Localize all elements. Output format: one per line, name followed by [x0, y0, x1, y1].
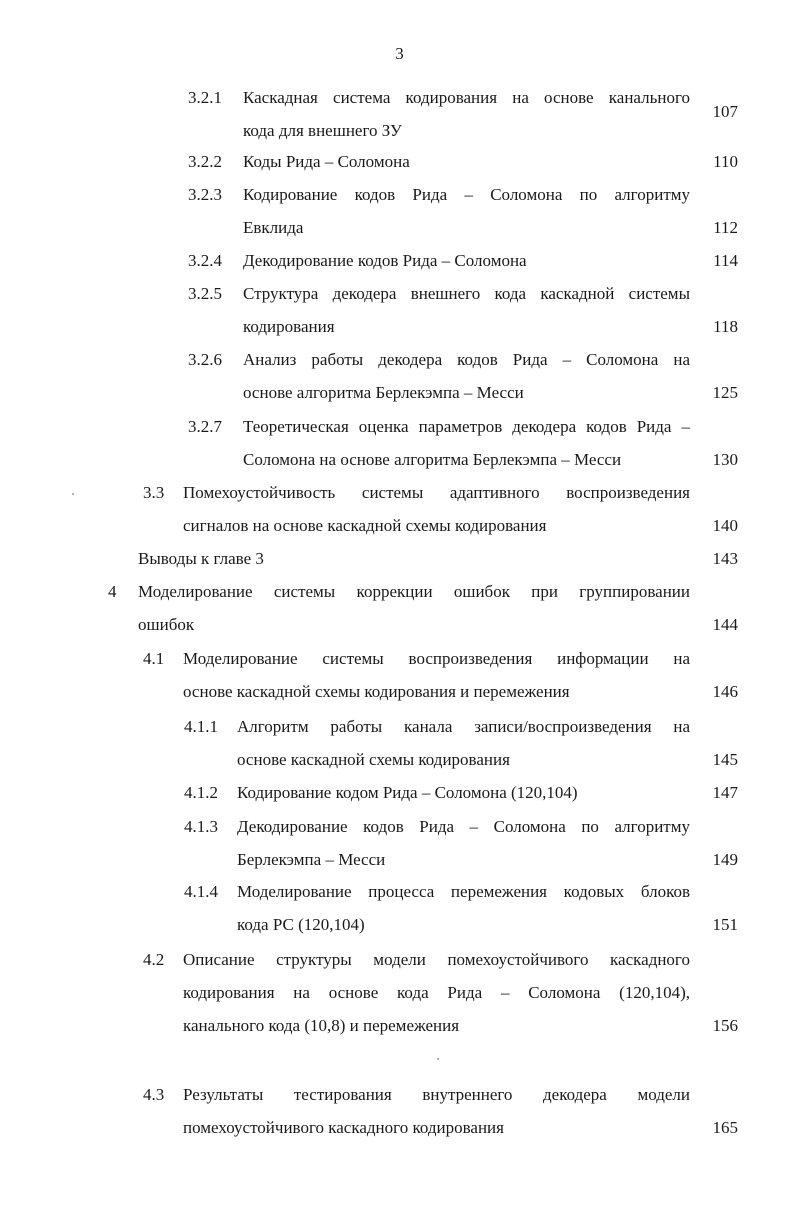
toc-entry-title-line: Алгоритм работы канала записи/воспроизведения на [237, 717, 690, 736]
toc-entry-title-line: Выводы к главе 3 [138, 549, 264, 568]
toc-entry-page: 114 [713, 251, 738, 270]
toc-entry-page: 144 [712, 615, 738, 634]
toc-entry-title-line: кода РС (120,104) [237, 915, 365, 934]
toc-entry-number: 3.2.2 [188, 152, 222, 171]
toc-entry-page: 125 [712, 383, 738, 402]
toc-entry-title-line: Описание структуры модели помехоустойчивого каскадного [183, 950, 690, 969]
toc-entry-page: 143 [712, 549, 738, 568]
toc-entry-page: 112 [713, 218, 738, 237]
toc-entry-title-line: Теоретическая оценка параметров декодера кодов Рида – [243, 417, 690, 436]
toc-entry-number: 3.2.5 [188, 284, 222, 303]
toc-entry-title-line: канального кода (10,8) и перемежения [183, 1016, 460, 1035]
toc-entry-title-line: Коды Рида – Соломона [243, 152, 410, 171]
toc-entry-title-line: Берлекэмпа – Месси [237, 850, 386, 869]
toc-entry-page: 110 [713, 152, 738, 171]
toc-entry-title-line: кодирования на основе кода Рида – Соломона (120,104), [183, 983, 690, 1002]
toc-entry-title-line: Кодирование кодом Рида – Соломона (120,104) [237, 783, 578, 802]
toc-entry-title-line: ошибок [138, 615, 195, 634]
toc-entry-title-line: сигналов на основе каскадной схемы кодирования [183, 516, 547, 535]
toc-entry-title-line: Каскадная система кодирования на основе канального [243, 88, 690, 107]
toc-entry-title-line: Моделирование системы воспроизведения информации на [183, 649, 690, 668]
toc-entry-title-line: Структура декодера внешнего кода каскадной системы [243, 284, 690, 303]
toc-entry-page: 130 [712, 450, 738, 469]
scan-speck [72, 493, 74, 495]
toc-entry-number: 4 [108, 582, 117, 601]
toc-entry-page: 107 [712, 102, 738, 121]
toc-entry-page: 146 [712, 682, 738, 701]
toc-entry-number: 3.2.1 [188, 88, 222, 107]
toc-entry-number: 3.2.3 [188, 185, 222, 204]
toc-entry-number: 4.2 [143, 950, 165, 969]
toc-entry-number: 4.1.2 [184, 783, 218, 802]
toc-entry-title-line: Кодирование кодов Рида – Соломона по алгоритму [243, 185, 690, 204]
toc-entry-page: 118 [713, 317, 738, 336]
toc-entry-title-line: кодирования [243, 317, 335, 336]
toc-entry-page: 147 [712, 783, 738, 802]
toc-entry-title-line: Помехоустойчивость системы адаптивного воспроизведения [183, 483, 690, 502]
toc-entry-number: 4.3 [143, 1085, 165, 1104]
toc-entry-title-line: помехоустойчивого каскадного кодирования [183, 1118, 504, 1137]
toc-entry-title-line: основе каскадной схемы кодирования и перемежения [183, 682, 570, 701]
toc-entry-title-line: Декодирование кодов Рида – Соломона [243, 251, 527, 270]
toc-entry-page: 156 [712, 1016, 738, 1035]
toc-entry-title-line: Соломона на основе алгоритма Берлекэмпа – Месси [243, 450, 622, 469]
toc-entry-number: 3.2.4 [188, 251, 222, 270]
toc-entry-title-line: кода для внешнего ЗУ [243, 121, 402, 140]
toc-entry-title-line: Результаты тестирования внутреннего декодера модели [183, 1085, 690, 1104]
toc-entry-number: 4.1.4 [184, 882, 218, 901]
toc-entry-title-line: основе алгоритма Берлекэмпа – Месси [243, 383, 524, 402]
toc-entry-title-line: Моделирование процесса перемежения кодовых блоков [237, 882, 690, 901]
scan-speck [437, 1058, 439, 1060]
toc-entry-page: 151 [712, 915, 738, 934]
toc-entry-title-line: основе каскадной схемы кодирования [237, 750, 510, 769]
toc-entry-page: 149 [712, 850, 738, 869]
toc-entry-page: 140 [712, 516, 738, 535]
toc-entry-number: 4.1.3 [184, 817, 218, 836]
toc-entry-page: 145 [712, 750, 738, 769]
toc-entry-title-line: Моделирование системы коррекции ошибок при группировании [138, 582, 690, 601]
toc-entry-number: 4.1.1 [184, 717, 218, 736]
toc-entry-number: 3.2.7 [188, 417, 222, 436]
toc-entry-title-line: Анализ работы декодера кодов Рида – Соломона на [243, 350, 690, 369]
toc-entry-title-line: Евклида [243, 218, 304, 237]
toc-entry-number: 3.3 [143, 483, 165, 502]
toc-entry-title-line: Декодирование кодов Рида – Соломона по алгоритму [237, 817, 690, 836]
page-number: 3 [395, 44, 404, 63]
toc-entry-number: 3.2.6 [188, 350, 222, 369]
toc-entry-page: 165 [712, 1118, 738, 1137]
toc-entry-number: 4.1 [143, 649, 165, 668]
